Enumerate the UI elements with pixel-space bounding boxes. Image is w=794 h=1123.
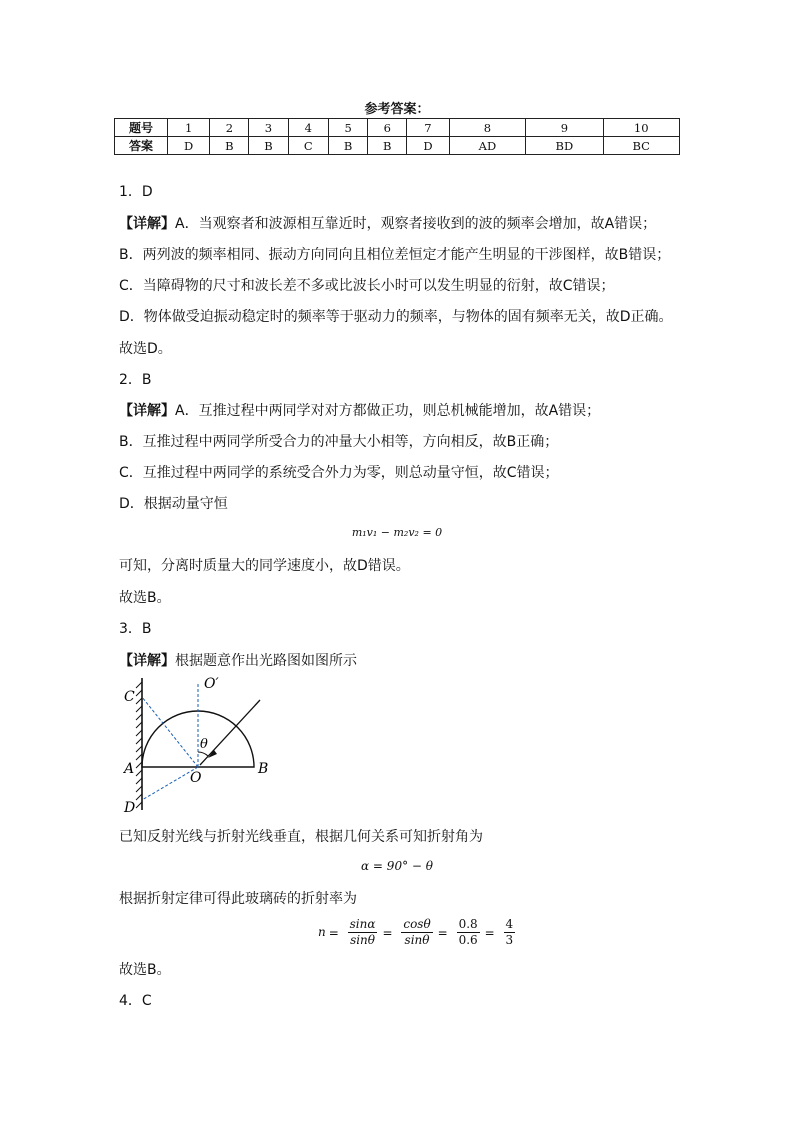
q1-detail-tag: 【详解】 — [119, 216, 175, 232]
q1-conclusion: 故选D。 — [119, 341, 172, 357]
answer-cell: BC — [603, 137, 680, 155]
theta-arc — [198, 752, 208, 756]
fraction-denominator: 3 — [505, 933, 514, 947]
fraction-denominator: sinθ — [350, 933, 376, 947]
question-number: 8 — [449, 119, 526, 137]
mirror-hatching — [136, 682, 142, 808]
q3-formula-alpha: α = 90° − θ — [361, 859, 433, 873]
question-number: 6 — [368, 119, 407, 137]
question-number: 10 — [603, 119, 680, 137]
reflected-ray-to-c — [142, 697, 198, 767]
q1-option-b: B．两列波的频率相同、振动方向同向且相位差恒定才能产生明显的干涉图样，故B错误； — [119, 247, 671, 263]
light-path-diagram — [112, 672, 292, 822]
label-b: B — [258, 761, 269, 777]
q3-conclusion: 故选B。 — [119, 962, 171, 978]
answer-cell: C — [288, 137, 329, 155]
fraction-numerator: 4 — [505, 917, 514, 931]
q1-option-a-line — [119, 214, 656, 234]
question-number: 9 — [526, 119, 603, 137]
q1-option-d: D．物体做受迫振动稳定时的频率等于驱动力的频率，与物体的固有频率无关，故D正确。 — [119, 309, 673, 325]
answer-cell: D — [407, 137, 449, 155]
q2-heading: 2．B — [119, 372, 152, 388]
formula-n: n — [318, 925, 326, 939]
q2-option-d: D．根据动量守恒 — [119, 496, 228, 512]
label-c: C — [124, 689, 135, 705]
q2-momentum-formula: m₁v₁ − m₂v₂ = 0 — [351, 526, 443, 539]
answer-cell: BD — [526, 137, 603, 155]
q3-line2: 根据折射定律可得此玻璃砖的折射率为 — [119, 891, 357, 907]
answer-cell: B — [210, 137, 249, 155]
answer-cell: B — [329, 137, 368, 155]
incident-ray — [200, 700, 260, 765]
answer-key-answer-row — [115, 137, 680, 155]
label-d: D — [124, 800, 136, 816]
answer-cell: B — [249, 137, 288, 155]
label-a: A — [124, 761, 135, 777]
fraction-cos-sin — [401, 917, 432, 948]
label-theta: θ — [200, 737, 208, 752]
label-o: O — [190, 770, 202, 786]
q2-option-a: A．互推过程中两同学对对方都做正功，则总机械能增加，故A错误； — [175, 403, 601, 419]
fraction-result — [504, 917, 516, 948]
q3-line1: 已知反射光线与折射光线垂直，根据几何关系可知折射角为 — [119, 829, 483, 845]
fraction-denominator: sinθ — [404, 933, 430, 947]
q4-heading: 4．C — [119, 993, 152, 1009]
answer-cell: B — [368, 137, 407, 155]
question-number: 1 — [168, 119, 210, 137]
q1-option-c: C．当障碍物的尺寸和波长差不多或比波长小时可以发生明显的衍射，故C错误； — [119, 278, 615, 294]
fraction-numerator: 0.8 — [458, 917, 478, 931]
q3-formula-refraction-index: n = $\frac{\sin\alpha}{\sin\theta}$ = $\frac{\cos\theta}{\sin\theta}$ = $\frac{0.8}{0.6}$ = $\frac{4}{3}$ — [318, 917, 514, 947]
answer-key-table — [114, 118, 680, 155]
q3-intro: 根据题意作出光路图如图所示 — [175, 653, 357, 669]
question-number: 3 — [249, 119, 288, 137]
q3-detail-tag: 【详解】 — [119, 653, 175, 669]
answer-key-title: 参考答案： — [364, 102, 430, 117]
answer-cell: AD — [449, 137, 526, 155]
q3-intro-line — [119, 651, 357, 671]
answer-key-number-row — [115, 119, 680, 137]
q2-option-c: C．互推过程中两同学的系统受合外力为零，则总动量守恒，故C错误； — [119, 465, 559, 481]
q2-option-b: B．互推过程中两同学所受合力的冲量大小相等，方向相反，故B正确； — [119, 434, 559, 450]
q2-option-a-line — [119, 401, 600, 421]
fraction-decimal — [457, 917, 480, 948]
q1-heading: 1．D — [119, 184, 153, 200]
fraction-sin-ratio — [348, 917, 378, 948]
question-number: 2 — [210, 119, 249, 137]
q2-detail-tag: 【详解】 — [119, 403, 175, 419]
fraction-denominator: 0.6 — [458, 933, 478, 947]
fraction-numerator: cosθ — [403, 917, 431, 931]
row-header-label: 题号 — [115, 119, 168, 137]
q3-heading: 3．B — [119, 621, 152, 637]
question-number: 7 — [407, 119, 449, 137]
row-answer-label: 答案 — [115, 137, 168, 155]
fraction-numerator: sinα — [349, 917, 376, 931]
q2-after-formula: 可知，分离时质量大的同学速度小，故D错误。 — [119, 558, 410, 574]
q2-conclusion: 故选B。 — [119, 590, 171, 606]
answer-cell: D — [168, 137, 210, 155]
question-number: 4 — [288, 119, 329, 137]
question-number: 5 — [329, 119, 368, 137]
label-o-prime: O′ — [204, 676, 219, 692]
q1-option-a: A．当观察者和波源相互靠近时，观察者接收到的波的频率会增加，故A错误； — [175, 216, 657, 232]
